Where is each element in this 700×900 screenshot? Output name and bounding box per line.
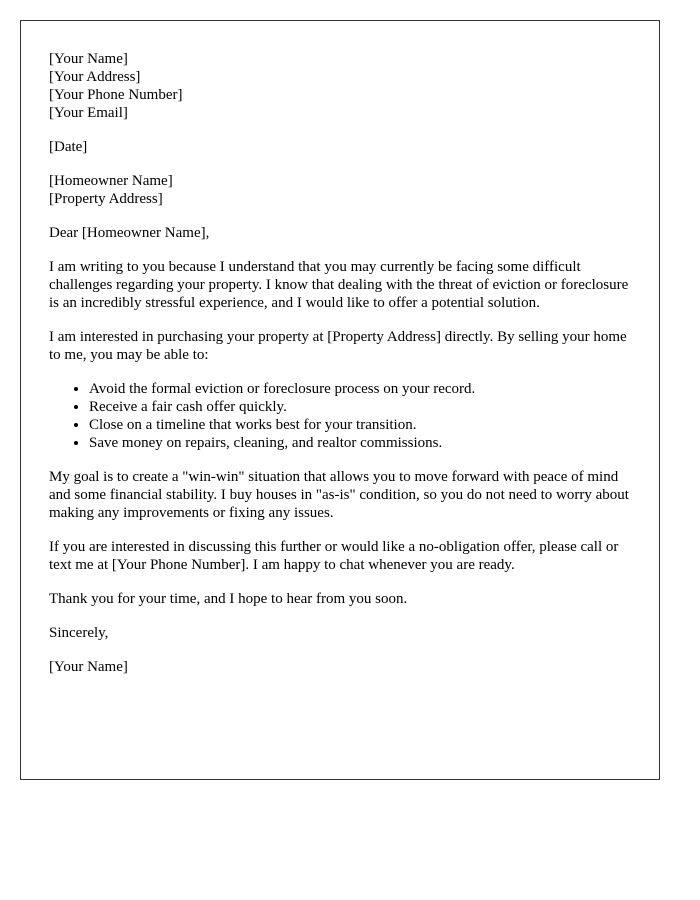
letter-date: [Date]	[49, 139, 88, 155]
recipient-address: [Property Address]	[49, 191, 163, 207]
benefit-item: • Receive a fair cash offer quickly.	[89, 398, 631, 416]
intro-paragraph: I am writing to you because I understand that you may currently be facing some difficult challenges regarding your property. I know that dealing with the threat of eviction or foreclosure is an incredibly stressful experience, and I would like to offer a potential solution.	[49, 259, 629, 311]
sender-address: [Your Address]	[49, 69, 141, 85]
sender-name: [Your Name]	[49, 51, 128, 67]
letter-page	[20, 20, 660, 780]
recipient-name: [Homeowner Name]	[49, 173, 173, 189]
salutation: Dear [Homeowner Name],	[49, 225, 210, 241]
benefit-item: • Save money on repairs, cleaning, and realtor commissions.	[89, 434, 631, 452]
date-block	[49, 138, 631, 156]
benefit-item: • Close on a timeline that works best for your transition.	[89, 416, 631, 434]
recipient-block	[49, 172, 631, 208]
sender-block	[49, 50, 631, 122]
signoff: Sincerely,	[49, 625, 109, 641]
sender-phone: [Your Phone Number]	[49, 87, 183, 103]
benefit-item: • Avoid the formal eviction or foreclosure process on your record.	[89, 380, 631, 398]
thanks-paragraph: Thank you for your time, and I hope to hear from you soon.	[49, 591, 408, 607]
goal-paragraph: My goal is to create a "win-win" situation that allows you to move forward with peace of mind and some financial stability. I buy houses in "as-is" condition, so you do not need to worry about making any improvements or fixing any issues.	[49, 469, 629, 521]
contact-paragraph: If you are interested in discussing this further or would like a no-obligation offer, please call or text me at [Your Phone Number]. I am happy to chat whenever you are ready.	[49, 539, 619, 573]
offer-paragraph: I am interested in purchasing your property at [Property Address] directly. By selling your home to me, you may be able to:	[49, 329, 627, 363]
sender-email: [Your Email]	[49, 105, 128, 121]
benefits-list	[49, 380, 631, 452]
signature: [Your Name]	[49, 659, 128, 675]
